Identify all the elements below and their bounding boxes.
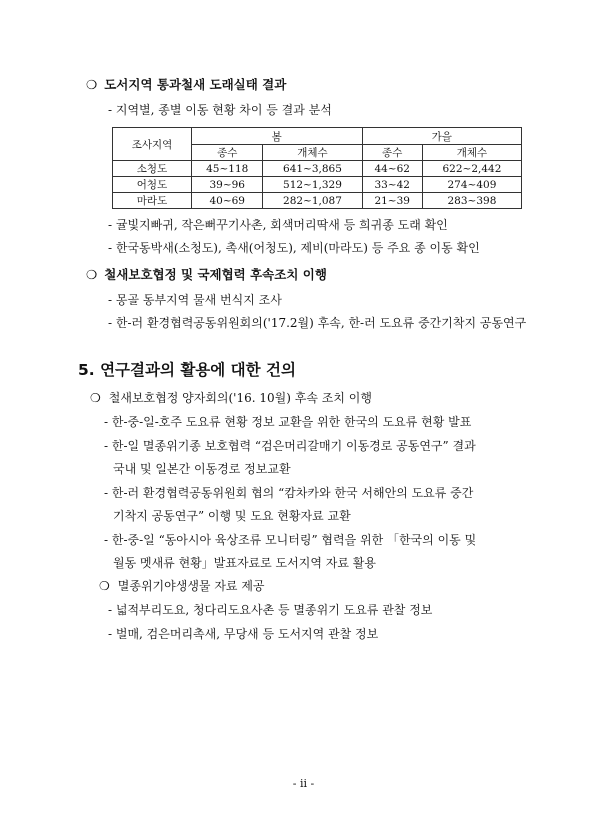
list-item-analysis: - 지역별, 종별 이동 현황 차이 등 결과 분석: [108, 103, 332, 117]
table-cell: 40~69: [192, 193, 263, 209]
table-header-spring-individuals: 개체수: [263, 145, 362, 161]
list-item-rare-species: - 귤빛지빠귀, 작은뻐꾸기사촌, 회색머리딱새 등 희귀종 도래 확인: [108, 218, 448, 232]
table-cell-site: 어청도: [113, 177, 192, 193]
table-cell: 21~39: [362, 193, 422, 209]
heading-text: 철새보호협정 및 국제협력 후속조치 이행: [104, 267, 327, 282]
table-header-site: 조사지역: [113, 128, 192, 161]
table-cell: 512~1,329: [263, 177, 362, 193]
subsection-data-provision: [99, 577, 265, 594]
circle-bullet-icon: ❍: [90, 391, 101, 405]
list-item: - 한-러 환경협력공동위원회 협의 “캄차카와 한국 서해안의 도요류 중간: [104, 486, 474, 500]
table-cell-site: 소청도: [113, 161, 192, 177]
table-header-autumn-individuals: 개체수: [422, 145, 521, 161]
list-item-continuation: 국내 및 일본간 이동경로 정보교환: [113, 462, 291, 476]
survey-results-table: [112, 127, 522, 209]
list-item: - 벌매, 검은머리촉새, 무당새 등 도서지역 관찰 정보: [108, 627, 379, 641]
section-heading-migration-results: [86, 75, 286, 93]
list-item: - 한-중-일-호주 도요류 현황 정보 교환을 위한 한국의 도요류 현황 발표: [104, 415, 472, 429]
table-cell: 274~409: [422, 177, 521, 193]
heading-text: 도서지역 통과철새 도래실태 결과: [104, 77, 287, 92]
table-cell: 622~2,442: [422, 161, 521, 177]
table-cell: 283~398: [422, 193, 521, 209]
table-row: [113, 193, 522, 209]
list-item-russia: - 한-러 환경협력공동위원회의('17.2월) 후속, 한-러 도요류 중간기착지 공동연구: [108, 316, 527, 330]
list-item: - 넓적부리도요, 청다리도요사촌 등 멸종위기 도요류 관찰 정보: [108, 603, 433, 617]
list-item-continuation: 월동 멧새류 현황」발표자료로 도서지역 자료 활용: [113, 556, 376, 570]
table-cell-site: 마라도: [113, 193, 192, 209]
section-heading-cooperation: [86, 265, 327, 283]
table-row: [113, 177, 522, 193]
subsection-follow-up: [90, 389, 372, 406]
circle-bullet-icon: ❍: [99, 579, 110, 593]
table-cell: 33~42: [362, 177, 422, 193]
list-item: - 한-중-일 “동아시아 육상조류 모니터링” 협력을 위한 「한국의 이동 및: [104, 533, 477, 547]
section-5-title: 5. 연구결과의 활용에 대한 건의: [78, 361, 296, 379]
table-header-autumn: 가을: [362, 128, 522, 145]
circle-bullet-icon: ❍: [86, 267, 98, 282]
page-number: - ii -: [292, 777, 315, 790]
list-item: - 한-일 멸종위기종 보호협력 “검은머리갈매기 이동경로 공동연구” 결과: [104, 439, 476, 453]
table-header-spring: 봄: [192, 128, 363, 145]
subsection-text: 철새보호협정 양자회의('16. 10월) 후속 조치 이행: [108, 391, 372, 405]
table-header-autumn-species: 종수: [362, 145, 422, 161]
table-cell: 282~1,087: [263, 193, 362, 209]
table-row: [113, 161, 522, 177]
list-item-continuation: 기착지 공동연구” 이행 및 도요 현황자료 교환: [113, 509, 351, 523]
table-cell: 39~96: [192, 177, 263, 193]
subsection-text: 멸종위기야생생물 자료 제공: [117, 579, 265, 593]
table-header-spring-species: 종수: [192, 145, 263, 161]
circle-bullet-icon: ❍: [86, 77, 98, 92]
table-cell: 641~3,865: [263, 161, 362, 177]
list-item-major-species: - 한국동박새(소청도), 촉새(어청도), 제비(마라도) 등 주요 종 이동 확인: [108, 241, 480, 255]
table-cell: 44~62: [362, 161, 422, 177]
table-cell: 45~118: [192, 161, 263, 177]
list-item-mongolia: - 몽골 동부지역 물새 번식지 조사: [108, 293, 282, 307]
